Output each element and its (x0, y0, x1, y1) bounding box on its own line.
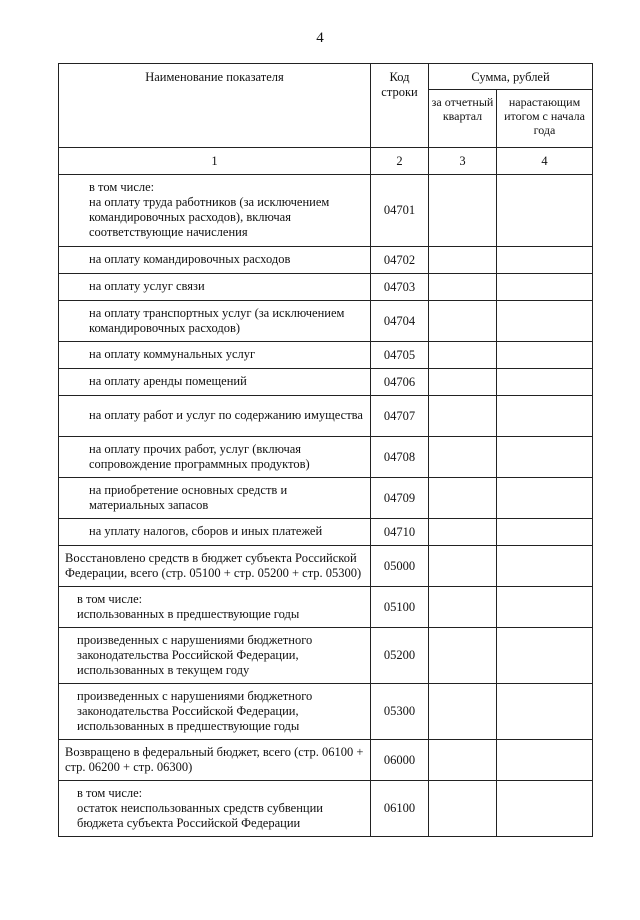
table-row (59, 478, 593, 519)
table-row (59, 274, 593, 301)
cumulative-cell (497, 342, 593, 369)
header-cumulative: нарастающим итогом с начала года (497, 90, 593, 148)
column-number: 3 (429, 148, 497, 175)
column-number: 2 (371, 148, 429, 175)
cumulative-cell (497, 546, 593, 587)
table-row (59, 369, 593, 396)
row-name: произведенных с нарушениями бюджетного законодательства Российской Федерации, использованных в текущем году (59, 628, 371, 684)
row-code: 04704 (371, 301, 429, 342)
quarter-cell (429, 396, 497, 437)
row-code: 04701 (371, 175, 429, 247)
quarter-cell (429, 519, 497, 546)
quarter-cell (429, 301, 497, 342)
header-code: Код строки (371, 64, 429, 148)
table-row (59, 437, 593, 478)
page-number: 4 (316, 30, 324, 46)
quarter-cell (429, 684, 497, 740)
header-quarter: за отчетный квартал (429, 90, 497, 148)
row-name: на оплату транспортных услуг (за исключением командировочных расходов) (59, 301, 371, 342)
row-name: на оплату прочих работ, услуг (включая сопровождение программных продуктов) (59, 437, 371, 478)
table-row (59, 684, 593, 740)
cumulative-cell (497, 396, 593, 437)
table-row (59, 546, 593, 587)
table-row (59, 628, 593, 684)
cumulative-cell (497, 519, 593, 546)
table-row (59, 301, 593, 342)
row-code: 04703 (371, 274, 429, 301)
row-code: 04707 (371, 396, 429, 437)
cumulative-cell (497, 781, 593, 837)
cumulative-cell (497, 437, 593, 478)
row-code: 04708 (371, 437, 429, 478)
quarter-cell (429, 437, 497, 478)
row-code: 06100 (371, 781, 429, 837)
row-name-text: в том числе: использованных в предшествующие годы (77, 591, 300, 621)
cumulative-cell (497, 684, 593, 740)
quarter-cell (429, 628, 497, 684)
row-code: 04710 (371, 519, 429, 546)
quarter-cell (429, 247, 497, 274)
row-name: Возвращено в федеральный бюджет, всего (стр. 06100 + стр. 06200 + стр. 06300) (59, 740, 371, 781)
row-code: 05300 (371, 684, 429, 740)
row-name: на оплату работ и услуг по содержанию имущества (59, 396, 371, 437)
cumulative-cell (497, 740, 593, 781)
row-name: на оплату коммунальных услуг (59, 342, 371, 369)
row-name: произведенных с нарушениями бюджетного законодательства Российской Федерации, использованных в предшествующие годы (59, 684, 371, 740)
cumulative-cell (497, 369, 593, 396)
table-row (59, 781, 593, 837)
row-code: 04706 (371, 369, 429, 396)
row-name: на оплату услуг связи (59, 274, 371, 301)
row-name-text: в том числе: на оплату труда работников (за исключением командировочных расходов), включая соответствующие начисления (89, 180, 330, 239)
cumulative-cell (497, 274, 593, 301)
header-sum: Сумма, рублей (429, 64, 593, 90)
cumulative-cell (497, 587, 593, 628)
table-row (59, 247, 593, 274)
row-code: 04705 (371, 342, 429, 369)
row-name (59, 175, 371, 247)
report-table (58, 63, 593, 837)
quarter-cell (429, 342, 497, 369)
quarter-cell (429, 369, 497, 396)
quarter-cell (429, 740, 497, 781)
table-row (59, 587, 593, 628)
cumulative-cell (497, 301, 593, 342)
quarter-cell (429, 587, 497, 628)
table-row (59, 342, 593, 369)
row-code: 05000 (371, 546, 429, 587)
row-code: 05200 (371, 628, 429, 684)
quarter-cell (429, 478, 497, 519)
table-row (59, 175, 593, 247)
row-code: 06000 (371, 740, 429, 781)
quarter-cell (429, 781, 497, 837)
quarter-cell (429, 546, 497, 587)
table-row (59, 740, 593, 781)
cumulative-cell (497, 628, 593, 684)
table-row (59, 519, 593, 546)
column-number: 4 (497, 148, 593, 175)
row-name (59, 587, 371, 628)
header-name: Наименование показателя (59, 64, 371, 148)
row-name: на приобретение основных средств и материальных запасов (59, 478, 371, 519)
quarter-cell (429, 274, 497, 301)
row-name: на уплату налогов, сборов и иных платежей (59, 519, 371, 546)
row-code: 04702 (371, 247, 429, 274)
column-number: 1 (59, 148, 371, 175)
cumulative-cell (497, 175, 593, 247)
table-row (59, 396, 593, 437)
row-name: на оплату командировочных расходов (59, 247, 371, 274)
row-name: Восстановлено средств в бюджет субъекта Российской Федерации, всего (стр. 05100 + стр. 05200 + стр. 05300) (59, 546, 371, 587)
cumulative-cell (497, 247, 593, 274)
row-name-text: в том числе: остаток неиспользованных средств субвенции бюджета субъекта Российской Федерации (77, 785, 323, 830)
cumulative-cell (497, 478, 593, 519)
row-code: 05100 (371, 587, 429, 628)
row-name: на оплату аренды помещений (59, 369, 371, 396)
quarter-cell (429, 175, 497, 247)
row-name (59, 781, 371, 837)
row-code: 04709 (371, 478, 429, 519)
